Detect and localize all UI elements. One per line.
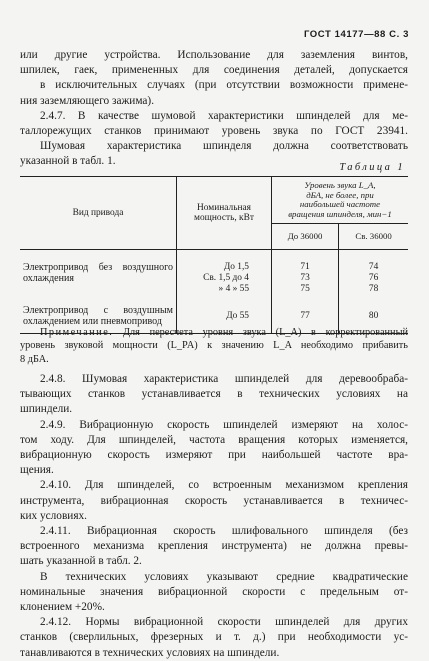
text-line: указанной в табл. 1. bbox=[20, 155, 116, 168]
text-line: вибрационную скорость измеряют при наибольшей частоте вра- bbox=[20, 449, 408, 462]
text-line: уровень звуковой мощности (L_PA) к значению L_A необходимо прибавить bbox=[20, 340, 408, 352]
cell-text: Электропривод без воздушного bbox=[23, 262, 173, 274]
cell-text: 74 bbox=[368, 262, 379, 273]
row-upto: 77 bbox=[272, 295, 339, 334]
cell-text: 75 bbox=[300, 284, 310, 295]
text-line: том ходу. Для шпинделей, частота вращения которых изменяется, bbox=[20, 433, 408, 446]
table-caption: Таблица 1 bbox=[339, 162, 405, 173]
table-row bbox=[20, 250, 408, 296]
cell-text: 71 bbox=[300, 262, 310, 273]
text-line: В технических условиях указывают средние квадратические bbox=[40, 570, 408, 583]
cell-text: До 1,5 bbox=[223, 262, 249, 273]
paragraph-2-4-10 bbox=[20, 478, 408, 524]
text-line: клонением +20%. bbox=[20, 601, 105, 614]
text-line: в исключительных случаях (при отсутствии возможности примене- bbox=[40, 79, 408, 92]
paragraph-tech-conditions bbox=[20, 570, 408, 616]
note-text: Для пересчета уровня звука (L_A) в корректированный bbox=[123, 327, 408, 338]
cell-text: охлаждением или пневмопривод bbox=[23, 316, 162, 328]
cell-text: охлаждения bbox=[23, 273, 74, 285]
body-top bbox=[20, 48, 408, 170]
header-text: Уровень звука L_A, bbox=[304, 180, 376, 190]
text-line: 2.4.12. Нормы вибрационной скорости шпинделей для других bbox=[40, 616, 408, 629]
col-header-power bbox=[177, 177, 272, 250]
paragraph-2-4-8 bbox=[20, 372, 408, 418]
text-line: инструмента, вибрационная скорость устанавливается в техничес- bbox=[20, 494, 408, 507]
header-text: дБА, не более, при bbox=[306, 189, 374, 200]
cell-text: Электропривод с воздушным bbox=[23, 305, 173, 317]
text-line: тывающих станков устанавливается в технических условиях на bbox=[20, 388, 408, 401]
row-power: До 55 bbox=[177, 295, 272, 334]
row-upto bbox=[272, 250, 339, 296]
noise-table bbox=[20, 176, 408, 334]
row-power bbox=[177, 250, 272, 296]
cell-text: 76 bbox=[368, 273, 379, 284]
col-header-drive: Вид привода bbox=[20, 177, 177, 250]
text-line: щения. bbox=[20, 464, 54, 477]
text-line: шпилек, гаек, примененных для соединения деталей, допускается bbox=[20, 64, 408, 77]
cell-text: 78 bbox=[368, 284, 379, 295]
text-line: 2.4.7. В качестве шумовой характеристики шпинделей для ме- bbox=[40, 109, 408, 122]
text-line: или другие устройства. Использование для заземления винтов, bbox=[20, 49, 408, 61]
text-line: таллорежущих станков принимают уровень звука по ГОСТ 23941. bbox=[20, 125, 408, 138]
text-line: 2.4.10. Для шпинделей, со встроенным механизмом крепления bbox=[40, 479, 408, 492]
page-header: ГОСТ 14177—88 С. 3 bbox=[303, 29, 409, 40]
row-drive-name bbox=[20, 250, 177, 296]
row-over: 80 bbox=[339, 295, 408, 334]
paragraph-2-4-7 bbox=[20, 109, 408, 170]
body-bottom bbox=[20, 372, 408, 661]
header-text: наибольшей частоте bbox=[299, 199, 381, 210]
note-label: Примечание. bbox=[40, 327, 114, 338]
text-line: шпиндели. bbox=[20, 403, 73, 416]
text-line: 2.4.8. Шумовая характеристика шпинделей для деревообраба- bbox=[40, 373, 408, 385]
col-header-level bbox=[272, 177, 409, 224]
header-text: Номинальная bbox=[197, 203, 251, 214]
text-line: встроенного механизма крепления инструмента) не должна превы- bbox=[20, 540, 408, 553]
text-line: шать указанной в табл. 2. bbox=[20, 555, 142, 568]
paragraph-2-4-12 bbox=[20, 615, 408, 661]
paragraph-2-4-11 bbox=[20, 524, 408, 570]
intro-paragraph bbox=[20, 48, 408, 109]
cell-text: 73 bbox=[300, 273, 310, 284]
text-line: номинальные значения вибрационной скорости с предельным от- bbox=[20, 585, 408, 598]
header-text: вращения шпинделя, мин−1 bbox=[288, 208, 392, 219]
text-line: ких условиях. bbox=[20, 509, 88, 522]
header-text: мощность, кВт bbox=[194, 213, 254, 224]
table-note bbox=[20, 326, 408, 366]
paragraph-2-4-9 bbox=[20, 418, 408, 479]
cell-text: Св. 1,5 до 4 bbox=[203, 273, 249, 284]
text-line: танавливаются в технических условиях на шпиндели. bbox=[20, 646, 280, 659]
text-line: ния заземляющего зажима). bbox=[20, 94, 155, 107]
text-line: 2.4.9. Вибрационную скорость шпинделей измеряют на холос- bbox=[40, 418, 408, 431]
text-line: 2.4.11. Вибрационная скорость шлифовального шпинделя (без bbox=[40, 525, 408, 538]
col-header-upto: До 36000 bbox=[272, 224, 339, 250]
text-line: станков (сверлильных, фрезерных и т. д.) при необходимости ус- bbox=[20, 631, 408, 644]
col-header-over: Св. 36000 bbox=[339, 224, 408, 250]
text-line: 8 дБА. bbox=[20, 353, 49, 365]
text-line: Шумовая характеристика шпинделя должна соответствовать bbox=[40, 140, 408, 153]
row-over bbox=[339, 250, 408, 296]
text-line bbox=[20, 326, 408, 339]
cell-text: » 4 » 55 bbox=[218, 284, 249, 295]
